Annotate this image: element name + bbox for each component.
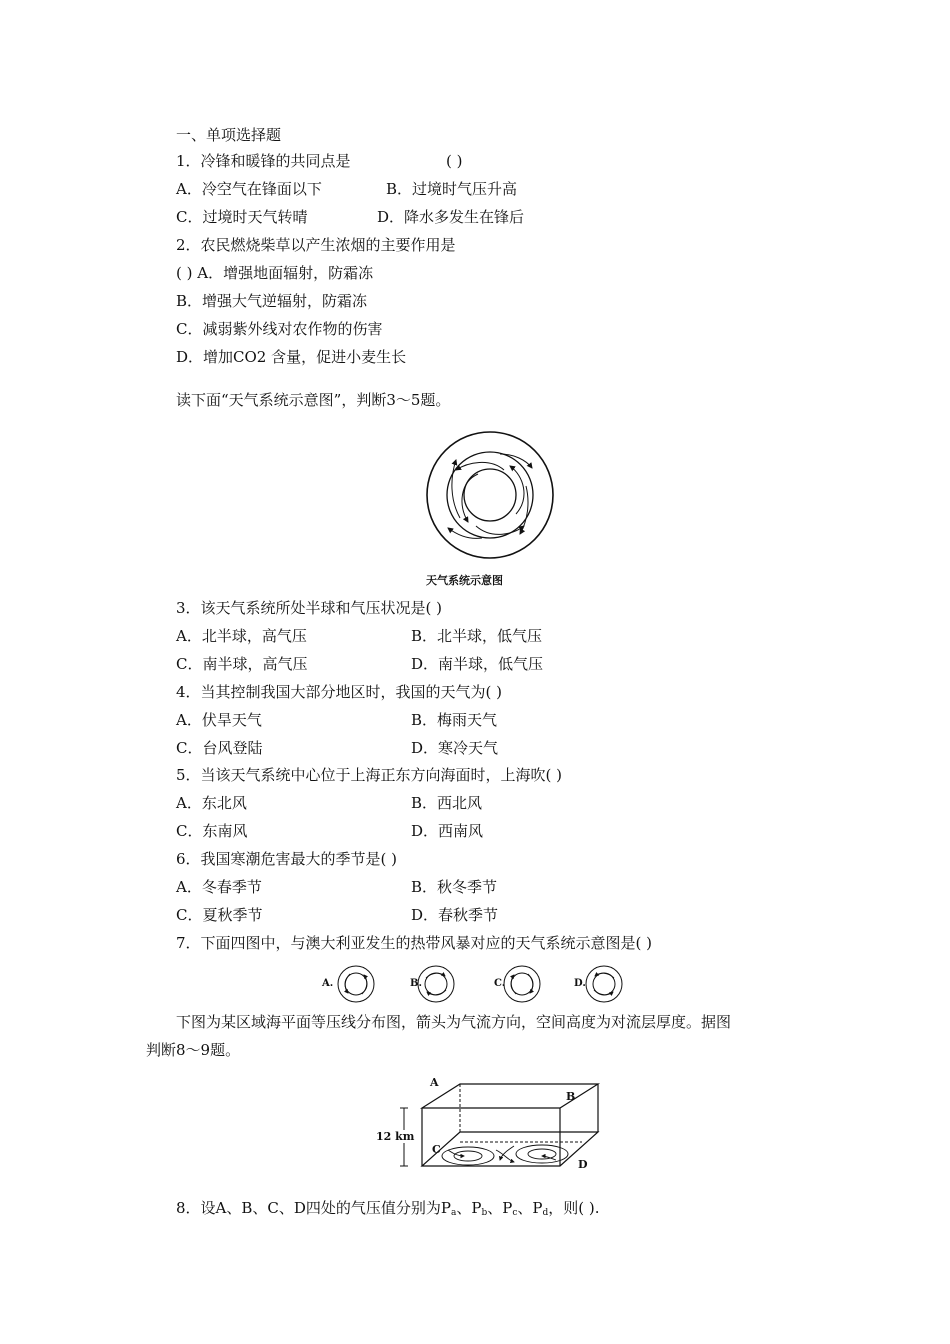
question-6-option-b: B．秋冬季节 <box>411 878 498 896</box>
isobar-box-figure <box>376 1076 608 1180</box>
point-c-label: C <box>432 1143 441 1156</box>
subscript-d: d <box>542 1208 549 1218</box>
diagram-d-label: D. <box>574 978 586 989</box>
question-3-stem: 3．该天气系统所处半球和气压状况是( ) <box>176 599 443 617</box>
diagram-a-label: A. <box>322 978 334 989</box>
question-2-option-a-line: ( ) A．增强地面辐射，防霜冻 <box>176 264 374 282</box>
diagram-c <box>504 966 540 1002</box>
subscript-c: c <box>512 1208 518 1218</box>
question-4-option-d: D．寒冷天气 <box>411 739 499 757</box>
question-8-suffix: ，则( ). <box>548 1199 600 1217</box>
question-3-option-d: D．南半球，低气压 <box>411 655 544 673</box>
point-d-label: D <box>578 1158 588 1171</box>
weather-system-caption: 天气系统示意图 <box>426 574 503 587</box>
height-label: 12 km <box>376 1130 415 1143</box>
question-1-option-a: A．冷空气在锋面以下 <box>176 180 322 198</box>
question-2-option-d: D．增加CO2 含量，促进小麦生长 <box>176 348 407 366</box>
section-title: 一、单项选择题 <box>176 126 282 144</box>
weather-system-figure <box>420 430 560 590</box>
question-1-paren: ( ) <box>446 152 463 170</box>
intro-questions-3-5: 读下面“天气系统示意图”，判断3～5题。 <box>176 391 451 409</box>
point-a-label: A <box>430 1076 439 1089</box>
question-8-prefix: 8．设A、B、C、D四处的气压值分别为P <box>176 1199 451 1217</box>
question-3-option-b: B．北半球，低气压 <box>411 627 543 645</box>
question-5-stem: 5．当该天气系统中心位于上海正东方向海面时，上海吹( ) <box>176 766 563 784</box>
subscript-a: a <box>451 1208 457 1218</box>
diagram-b-label: B. <box>410 978 422 989</box>
question-6-option-c: C．夏秋季节 <box>176 906 263 924</box>
question-2-option-c: C．减弱紫外线对农作物的伤害 <box>176 320 383 338</box>
question-4-option-a: A．伏旱天气 <box>176 711 262 729</box>
question-8-stem: 8．设A、B、C、D四处的气压值分别为$P_a$、$P_b$、$P_c$、$P_d$，则( ). <box>176 1199 600 1218</box>
question-4-option-b: B．梅雨天气 <box>411 711 498 729</box>
diagram-a <box>338 966 374 1002</box>
intro-questions-8-9-line2: 判断8～9题。 <box>146 1041 241 1059</box>
question-5-option-b: B．西北风 <box>411 794 483 812</box>
question-1-option-c: C．过境时天气转晴 <box>176 208 308 226</box>
question-4-option-c: C．台风登陆 <box>176 739 263 757</box>
weather-system-diagram <box>420 430 560 565</box>
question-6-option-d: D．春秋季节 <box>411 906 499 924</box>
question-4-stem: 4．当其控制我国大部分地区时，我国的天气为( ) <box>176 683 503 701</box>
four-diagrams-figure <box>318 962 628 1008</box>
question-2-option-b: B．增强大气逆辐射，防霜冻 <box>176 292 368 310</box>
subscript-b: b <box>481 1208 488 1218</box>
question-6-stem: 6．我国寒潮危害最大的季节是( ) <box>176 850 398 868</box>
question-6-option-a: A．冬春季节 <box>176 878 262 896</box>
question-2-stem: 2．农民燃烧柴草以产生浓烟的主要作用是 <box>176 236 456 254</box>
question-7-stem: 7．下面四图中，与澳大利亚发生的热带风暴对应的天气系统示意图是( ) <box>176 934 653 952</box>
diagram-d <box>586 966 622 1002</box>
question-3-option-a: A．北半球，高气压 <box>176 627 307 645</box>
intro-questions-8-9-line1: 下图为某区域海平面等压线分布图，箭头为气流方向，空间高度为对流层厚度。据图 <box>176 1013 732 1031</box>
diagram-b <box>418 966 454 1002</box>
question-1-option-b: B．过境时气压升高 <box>386 180 518 198</box>
question-5-option-a: A．东北风 <box>176 794 247 812</box>
question-1-option-d: D．降水多发生在锋后 <box>377 208 525 226</box>
diagram-c-label: C. <box>494 978 506 989</box>
question-5-option-d: D．西南风 <box>411 822 484 840</box>
question-1-stem: 1．冷锋和暖锋的共同点是 <box>176 152 351 170</box>
point-b-label: B <box>566 1090 576 1103</box>
question-5-option-c: C．东南风 <box>176 822 248 840</box>
question-3-option-c: C．南半球，高气压 <box>176 655 308 673</box>
